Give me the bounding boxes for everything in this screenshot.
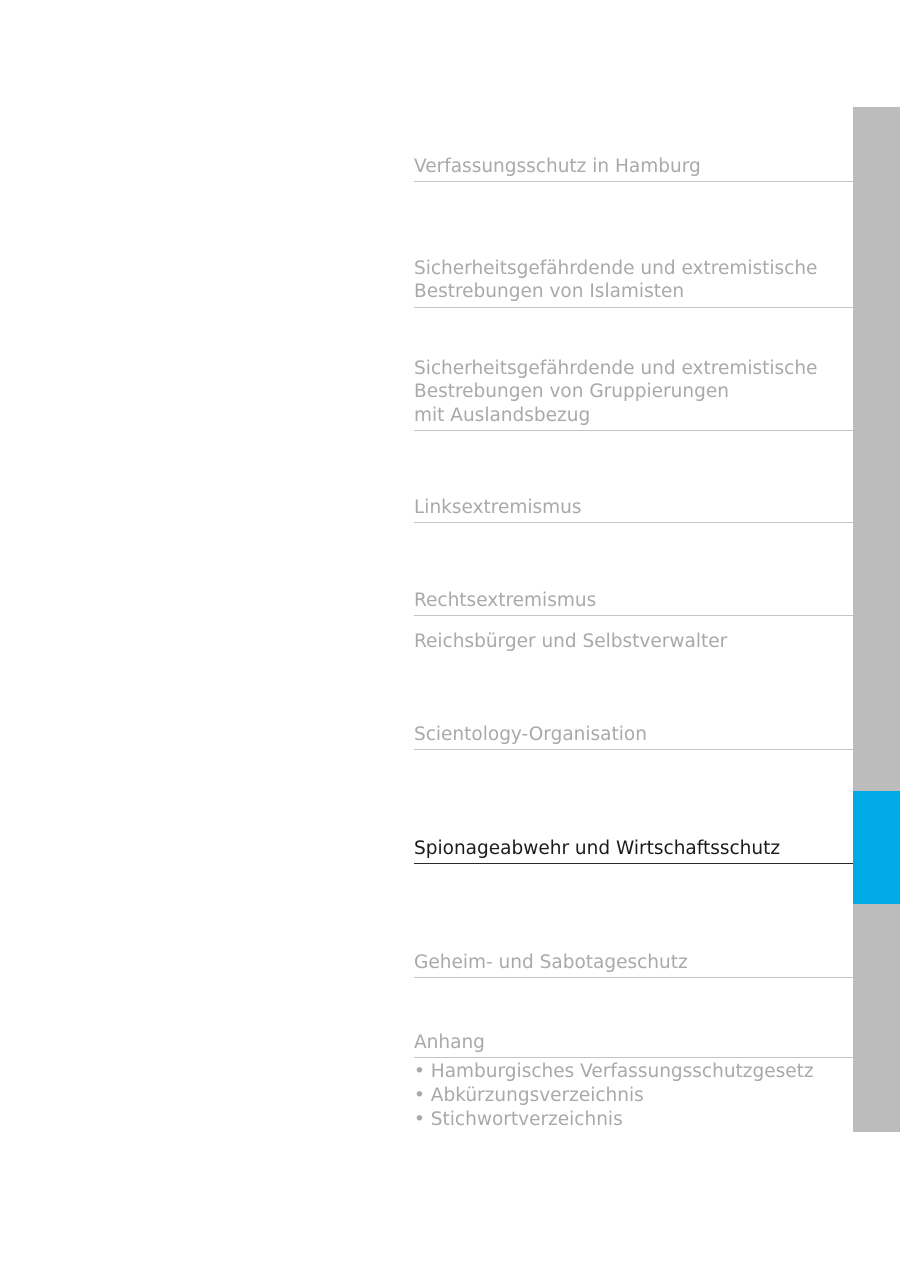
toc-entry-reichsbuerger[interactable] <box>414 630 853 656</box>
toc-entry-label: Linksextremismus <box>414 496 853 523</box>
toc-entry-islamisten[interactable] <box>414 257 853 308</box>
toc-entry-label: Spionageabwehr und Wirtschaftsschutz <box>414 837 853 864</box>
appendix-item[interactable]: • Hamburgisches Verfassungsschutzgesetz <box>414 1061 814 1082</box>
chapter-tab-bar <box>853 107 900 1132</box>
toc-entry-label: Scientology-Organisation <box>414 723 853 750</box>
toc-entry-verfassungsschutz[interactable] <box>414 155 853 182</box>
chapter-tab-active-marker <box>853 791 900 904</box>
toc-entry-linksextremismus[interactable] <box>414 496 853 523</box>
toc-entry-label: Sicherheitsgefährdende und extremistische Bestrebungen von Islamisten <box>414 257 853 308</box>
appendix-item[interactable]: • Abkürzungsverzeichnis <box>414 1085 644 1106</box>
toc-entry-geheimschutz[interactable] <box>414 951 853 978</box>
appendix-list <box>414 1060 814 1132</box>
toc-entry-label: Verfassungsschutz in Hamburg <box>414 155 853 182</box>
toc-entry-label: Reichsbürger und Selbstverwalter <box>414 631 728 652</box>
toc-entry-scientology[interactable] <box>414 723 853 750</box>
toc-entry-label: Sicherheitsgefährdende und extremistische Bestrebungen von Gruppierungen mit Auslandsbezug <box>414 357 853 431</box>
toc-entry-label: Geheim- und Sabotageschutz <box>414 951 853 978</box>
toc-entry-auslandsbezug[interactable] <box>414 357 853 431</box>
toc-entry-rechtsextremismus[interactable] <box>414 589 853 616</box>
appendix-item[interactable]: • Stichwortverzeichnis <box>414 1109 623 1130</box>
toc-entry-label: Rechtsextremismus <box>414 589 853 616</box>
toc-entry-spionageabwehr[interactable] <box>414 837 853 864</box>
toc-entry-label: Anhang <box>414 1031 853 1058</box>
toc-entry-anhang[interactable] <box>414 1031 853 1058</box>
